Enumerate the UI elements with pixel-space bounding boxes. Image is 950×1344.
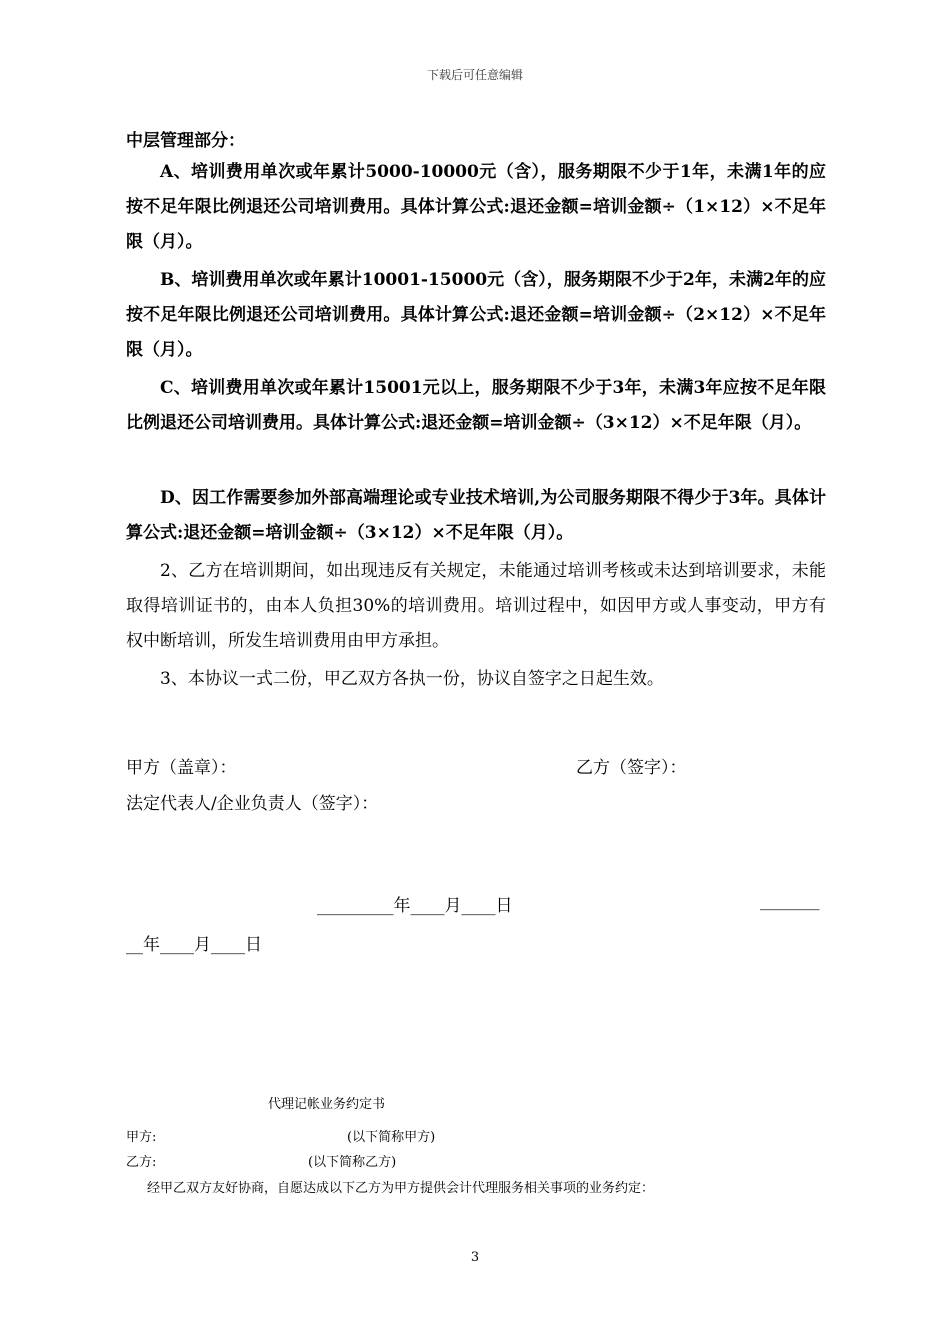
next-doc-party-b-label: 乙方: [126, 1155, 157, 1170]
item-3: 3、本协议一式二份，甲乙双方各执一份，协议自签字之日起生效。 [160, 669, 664, 689]
section-title: 中层管理部分： [126, 131, 245, 151]
legal-rep-sign-label: 法定代表人/企业负责人（签字）： [126, 794, 379, 814]
clause-a: A、培训费用单次或年累计5000-10000元（含），服务期限不少于1年，未满1年的应按不足年限比例退还公司培训费用。具体计算公式:退还金额=培训金额÷（1×12）×不足年限（月）。 [126, 162, 826, 252]
party-a-date-line: _________年____月____日 [317, 896, 513, 916]
page-number: 3 [470, 1250, 480, 1265]
clause-b: B、培训费用单次或年累计10001-15000元（含），服务期限不少于2年，未满2年的应按不足年限比例退还公司培训费用。具体计算公式:退还金额=培训金额÷（2×12）×不足年限（月）。 [126, 270, 826, 360]
clause-c: C、培训费用单次或年累计15001元以上，服务期限不少于3年，未满3年应按不足年限比例退还公司培训费用。具体计算公式:退还金额=培训金额÷（3×12）×不足年限（月）。 [126, 378, 826, 433]
party-b-date-line-end: __年____月____日 [126, 935, 262, 955]
party-a-seal-label: 甲方（盖章）： [126, 758, 237, 778]
next-doc-party-b-note: (以下简称乙方) [308, 1155, 397, 1170]
next-doc-party-a-label: 甲方: [126, 1130, 157, 1145]
item-2: 2、乙方在培训期间，如出现违反有关规定，未能通过培训考核或未达到培训要求，未能取得培训证书的，由本人负担30%的培训费用。培训过程中，如因甲方或人事变动，甲方有权中断培训，所发生培训费用由甲方承担。 [126, 561, 826, 651]
page-header: 下载后可任意编辑 [426, 68, 523, 82]
next-doc-title: 代理记帐业务约定书 [268, 1097, 386, 1112]
next-doc-party-a-note: (以下简称甲方) [347, 1130, 436, 1145]
party-b-date-line-start: _______ [760, 891, 820, 911]
clause-d: D、因工作需要参加外部高端理论或专业技术培训,为公司服务期限不得少于3年。具体计算公式:退还金额=培训金额÷（3×12）×不足年限（月）。 [126, 488, 826, 543]
party-b-sign-label: 乙方（签字）： [576, 758, 687, 778]
next-doc-intro: 经甲乙双方友好协商，自愿达成以下乙方为甲方提供会计代理服务相关事项的业务约定： [147, 1181, 655, 1196]
